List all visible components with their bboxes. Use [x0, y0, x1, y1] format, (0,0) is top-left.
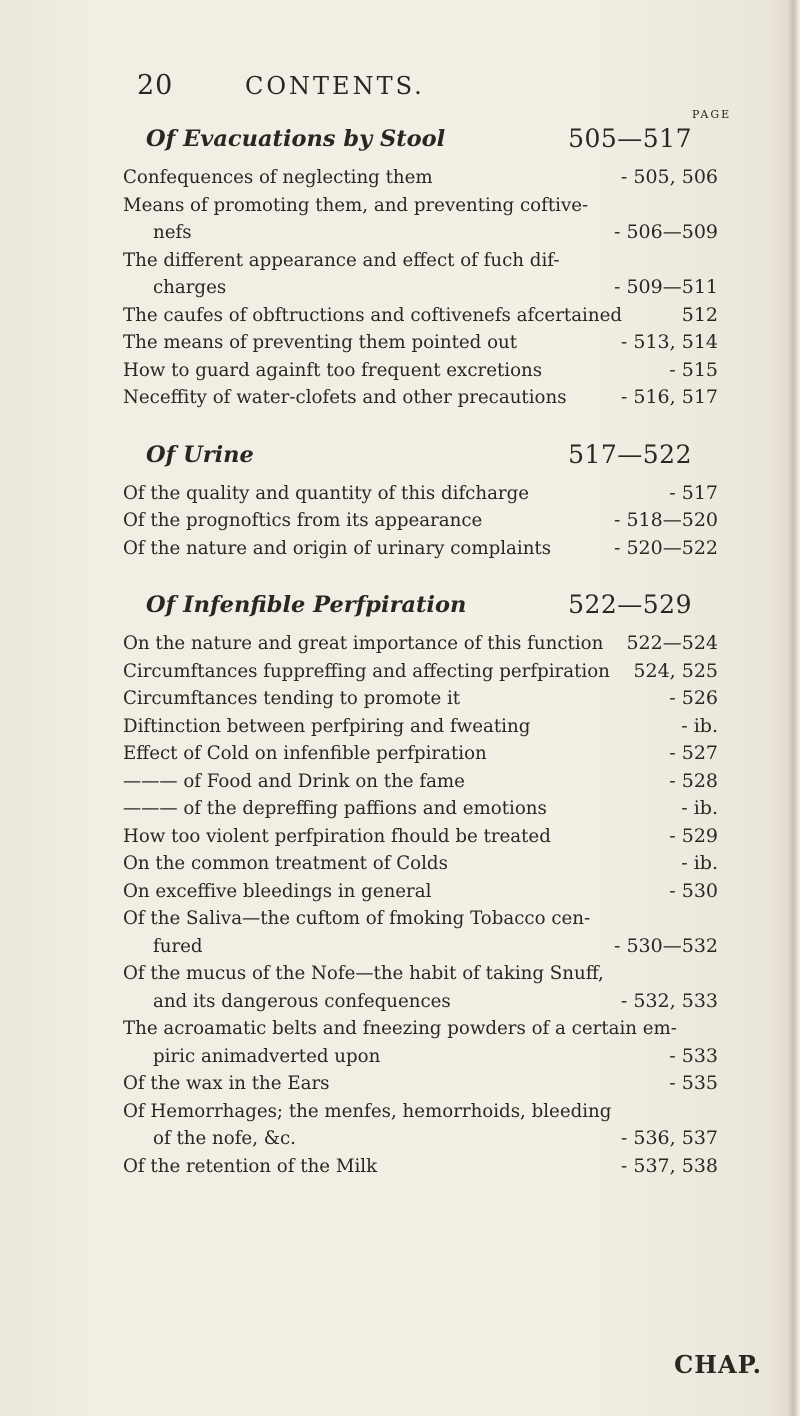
entry-pages: - 516, 517: [620, 386, 718, 408]
entry-line: ——— of Food and Drink on the fame: [123, 770, 465, 792]
contents-entry: [0, 480, 800, 508]
entry-line: On the common treatment of Colds: [123, 853, 448, 874]
entry-line: charges: [153, 277, 227, 298]
contents-entry: [0, 329, 800, 357]
catchword: CHAP.: [674, 1350, 762, 1379]
entry-line: Neceffity of water-clofets and other precautions: [123, 387, 567, 408]
entry-text: [123, 329, 700, 357]
entry-text: [123, 1015, 700, 1070]
entry-line: Of Hemorrhages; the menfes, hemorrhoids, bleeding: [123, 1100, 612, 1122]
running-head: [0, 70, 800, 110]
page-column-label: PAGE: [692, 108, 732, 121]
entry-text: [123, 713, 700, 741]
contents-entry: [0, 685, 800, 713]
contents-entry: [0, 905, 800, 960]
entry-pages: - 513, 514: [620, 331, 718, 353]
entry-line: How to guard againft too frequent excretions: [123, 359, 543, 381]
contents-entry: [0, 960, 800, 1015]
entry-pages: - ib.: [681, 714, 718, 737]
entry-line: The acroamatic belts and fneezing powders of a certain em-: [123, 1018, 677, 1039]
contents-entry: [0, 302, 800, 330]
page-number: 20: [137, 70, 174, 101]
contents-entry: [0, 507, 800, 535]
entry-line: Means of promoting them, and preventing coftive-: [123, 194, 589, 216]
section-page-range: 505—517: [568, 124, 692, 153]
section-title: Of Urine: [146, 441, 254, 468]
contents-entry: [0, 713, 800, 741]
entry-pages: - 505, 506: [620, 166, 718, 188]
entry-pages: - 506—509: [614, 221, 718, 243]
contents-section: [0, 120, 800, 436]
contents-entry: [0, 1098, 800, 1153]
entry-pages: - 530—532: [614, 934, 718, 957]
entry-text: [123, 302, 700, 330]
entry-line: piric animadverted upon: [153, 1045, 381, 1067]
entry-pages: - 533: [669, 1044, 718, 1067]
entry-text: [123, 850, 700, 878]
entry-line: Of the mucus of the Nofe—the habit of taking Snuff,: [123, 963, 604, 984]
entry-text: [123, 740, 700, 768]
contents-entry: [0, 1015, 800, 1070]
section-gap: [0, 1180, 800, 1204]
contents-entry: [0, 850, 800, 878]
entry-line: Of the retention of the Milk: [123, 1155, 378, 1177]
entry-pages: - 528: [669, 769, 718, 792]
entry-pages: - 515: [669, 358, 718, 381]
entry-text: [123, 960, 700, 1015]
section-heading: [0, 436, 800, 480]
entry-pages: - 509—511: [614, 276, 718, 298]
entry-line: fured: [153, 935, 203, 957]
contents-entry: [0, 823, 800, 851]
entry-line: On exceffive bleedings in general: [123, 880, 432, 902]
entry-text: [123, 658, 700, 686]
contents-section: [0, 586, 800, 1204]
entry-text: [123, 768, 700, 796]
entry-text: [123, 823, 700, 851]
entry-pages: - 532, 533: [620, 989, 718, 1012]
contents-entry: [0, 768, 800, 796]
contents-entry: [0, 795, 800, 823]
entry-line: How too violent perfpiration fhould be treated: [123, 825, 551, 847]
contents-entry: [0, 164, 800, 192]
entry-line: Of the prognoftics from its appearance: [123, 510, 483, 531]
entry-text: [123, 480, 700, 508]
contents-entry: [0, 1070, 800, 1098]
entry-line: and its dangerous confequences: [153, 990, 451, 1012]
entry-line: Confequences of neglecting them: [123, 167, 433, 188]
section-gap: [0, 412, 800, 436]
entry-line: The means of preventing them pointed out: [123, 332, 518, 353]
entry-pages: - 535: [669, 1072, 718, 1094]
entry-text: [123, 384, 700, 412]
contents-entry: [0, 247, 800, 302]
entry-line: Of the quality and quantity of this difcharge: [123, 482, 530, 504]
entry-line: Of the wax in the Ears: [123, 1073, 330, 1094]
entry-text: [123, 795, 700, 823]
contents-entry: [0, 535, 800, 563]
section-heading: [0, 120, 800, 164]
entry-text: [123, 630, 700, 658]
contents-entry: [0, 878, 800, 906]
contents-entry: [0, 357, 800, 385]
entry-pages: - 526: [669, 687, 718, 709]
entry-line: ——— of the depreffing paffions and emotions: [123, 798, 547, 819]
entry-line: Diftinction between perfpiring and fweating: [123, 715, 531, 737]
section-page-range: 517—522: [568, 439, 692, 469]
contents-entry: [0, 630, 800, 658]
entry-pages: - 529: [669, 824, 718, 847]
running-title: CONTENTS.: [245, 72, 425, 100]
entry-pages: 524, 525: [633, 659, 718, 682]
contents-section: [0, 436, 800, 587]
section-heading: [0, 586, 800, 630]
contents-entry: [0, 192, 800, 247]
entry-text: [123, 878, 700, 906]
contents-entry: [0, 740, 800, 768]
entry-pages: - ib.: [681, 852, 718, 874]
entry-text: [123, 1098, 700, 1153]
entry-text: [123, 357, 700, 385]
entry-pages: 522—524: [626, 632, 718, 654]
entry-pages: - 520—522: [614, 536, 718, 559]
contents-list: [0, 120, 800, 1204]
entry-line: Of the nature and origin of urinary complaints: [123, 537, 552, 559]
entry-pages: - 530: [669, 879, 718, 902]
section-gap: [0, 562, 800, 586]
section-title: Of Infenfible Perfpiration: [146, 592, 467, 618]
entry-line: The different appearance and effect of fuch dif-: [123, 249, 560, 271]
entry-line: Of the Saliva—the cuftom of fmoking Tobacco cen-: [123, 908, 591, 929]
entry-pages: - ib.: [681, 797, 718, 819]
entry-pages: - 527: [669, 742, 718, 764]
entry-line: Effect of Cold on infenfible perfpiration: [123, 743, 487, 764]
entry-text: [123, 164, 700, 192]
entry-pages: - 537, 538: [620, 1154, 718, 1177]
contents-entry: [0, 1153, 800, 1181]
entry-text: [123, 1070, 700, 1098]
entry-line: The caufes of obftructions and coftivenefs afcertained: [123, 304, 622, 326]
entry-line: Circumftances tending to promote it: [123, 688, 461, 709]
section-page-range: 522—529: [568, 590, 692, 619]
entry-pages: - 518—520: [614, 509, 718, 531]
entry-text: [123, 1153, 700, 1181]
entry-line: Circumftances fuppreffing and affecting perfpiration: [123, 660, 610, 682]
section-title: Of Evacuations by Stool: [146, 126, 446, 152]
entry-pages: 512: [681, 303, 718, 326]
entry-line: nefs: [153, 222, 192, 243]
contents-entry: [0, 658, 800, 686]
contents-entry: [0, 384, 800, 412]
entry-pages: - 536, 537: [620, 1127, 718, 1149]
entry-line: On the nature and great importance of this function: [123, 633, 604, 654]
entry-pages: - 517: [669, 481, 718, 504]
entry-line: of the nofe, &c.: [153, 1128, 296, 1149]
entry-text: [123, 685, 700, 713]
